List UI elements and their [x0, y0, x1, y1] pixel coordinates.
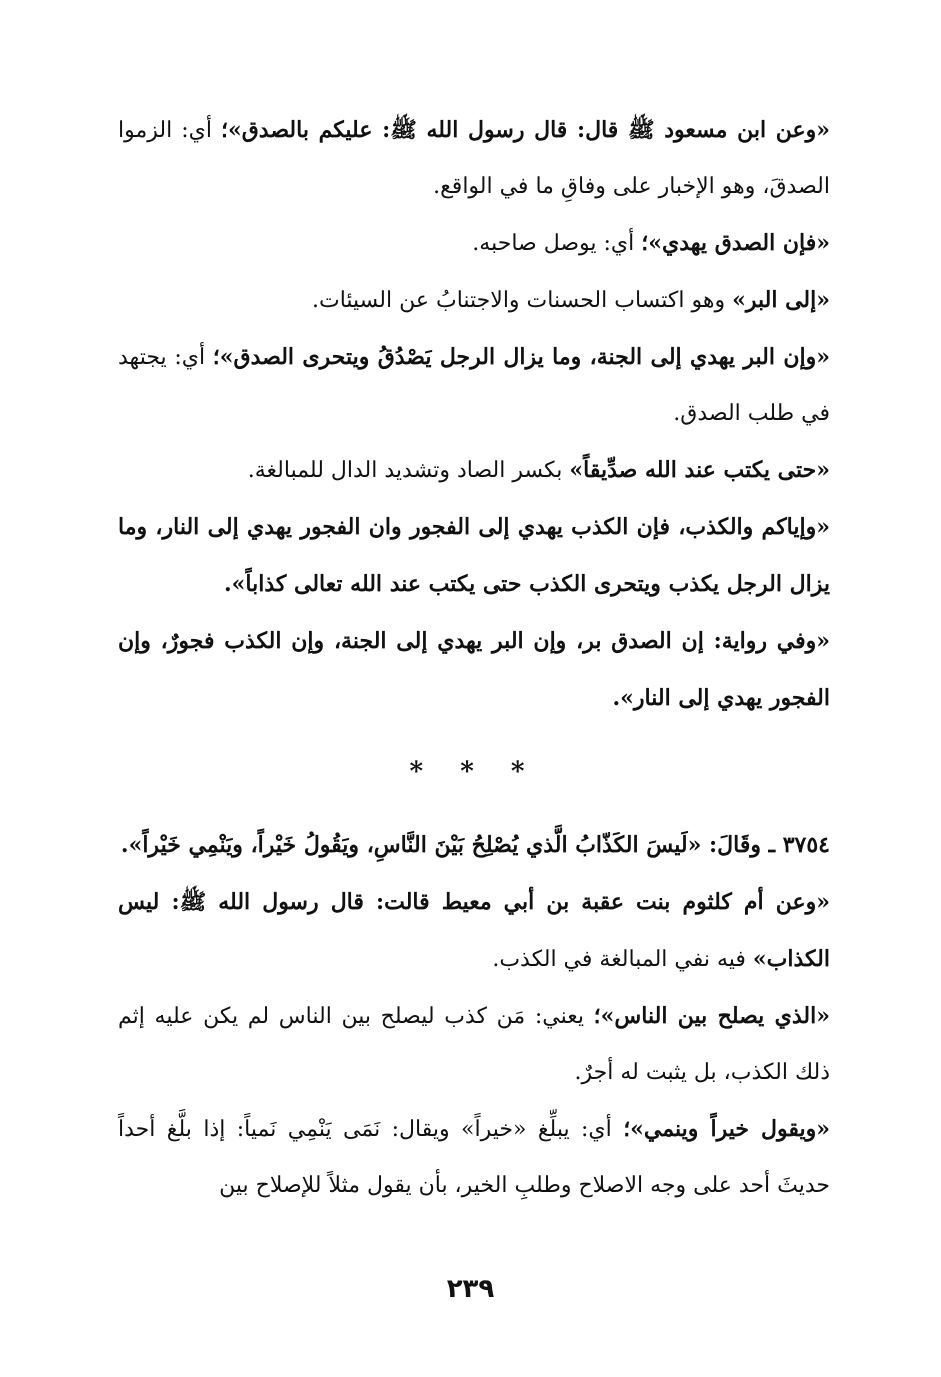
page-body — [118, 102, 830, 1214]
page-number: ٢٣٩ — [446, 1274, 495, 1304]
paragraph — [118, 329, 830, 442]
quote-text: «فإن الصدق يهدي»؛ — [641, 230, 830, 256]
quote-text: «وفي رواية: إن الصدق بر، وإن البر يهدي إلى الجنة، وإن الكذب فجورٌ، وإن الفجور يهدي إلى النار». — [118, 628, 830, 711]
quote-text: «وعن أم كلثوم بنت عقبة بن أبي معيط قالت: قال رسول الله ﷺ: ليس الكذاب» — [118, 889, 830, 972]
paragraph — [118, 988, 830, 1101]
quote-text: «وإياكم والكذب، فإن الكذب يهدي إلى الفجور وان الفجور يهدي إلى النار، وما يزال الرجل يكذب ويتحرى الكذب حتى يكتب عند الله تعالى كذاباً». — [118, 514, 830, 597]
commentary-text: وهو اكتساب الحسنات والاجتنابُ عن السيئات. — [312, 288, 733, 313]
section-separator: * * * — [409, 757, 539, 787]
quote-text: «حتى يكتب عند الله صدِّيقاً» — [569, 457, 830, 483]
paragraph — [118, 874, 830, 988]
hadith-text: ٣٧٥٤ ـ وقَالَ: «لَيسَ الكَذّابُ الَّذي يُصْلِحُ بَيْنَ النَّاسِ، ويَقُولُ خَيْراً، ويَنْمِي خَيْراً». — [120, 832, 830, 858]
quote-text: «ويقول خيراً وينمي»؛ — [623, 1116, 831, 1142]
commentary-text: أي: يبلِّغ «خيراً» ويقال: نَمَى يَنْمِي نَمياً: إذا بلَّغ أحداً حديثَ أحد على وجه الاصلاح وطلبِ الخير، بأن يقول مثلاً للإصلاح بين — [118, 1117, 830, 1198]
quote-text: «وعن ابن مسعود ﷺ قال: قال رسول الله ﷺ: عليكم بالصدق»؛ — [220, 117, 830, 143]
paragraph — [118, 499, 830, 613]
commentary-text: أي: يجتهد في طلب الصدق. — [118, 345, 830, 426]
commentary-text: بكسر الصاد وتشديد الدال للمبالغة. — [247, 458, 570, 483]
quote-text: «الذي يصلح بين الناس»؛ — [593, 1003, 830, 1029]
commentary-text: فيه نفي المبالغة في الكذب. — [492, 947, 753, 972]
paragraph — [118, 1101, 830, 1214]
commentary-text: يعني: مَن كذب ليصلح بين الناس لم يكن عليه إثم ذلك الكذب، بل يثبت له أجرٌ. — [118, 1004, 830, 1085]
paragraph — [118, 613, 830, 727]
commentary-text: أي: الزموا الصدقَ، وهو الإخبار على وفاقِ ما في الواقع. — [118, 118, 830, 199]
paragraph — [118, 272, 830, 329]
quote-text: «إلى البر» — [732, 287, 830, 313]
quote-text: «وإن البر يهدي إلى الجنة، وما يزال الرجل يَصْدُقُ ويتحرى الصدق»؛ — [212, 344, 830, 370]
commentary-text: أي: يوصل صاحبه. — [472, 231, 642, 256]
paragraph — [118, 215, 830, 272]
paragraph — [118, 442, 830, 499]
paragraph — [118, 102, 830, 215]
